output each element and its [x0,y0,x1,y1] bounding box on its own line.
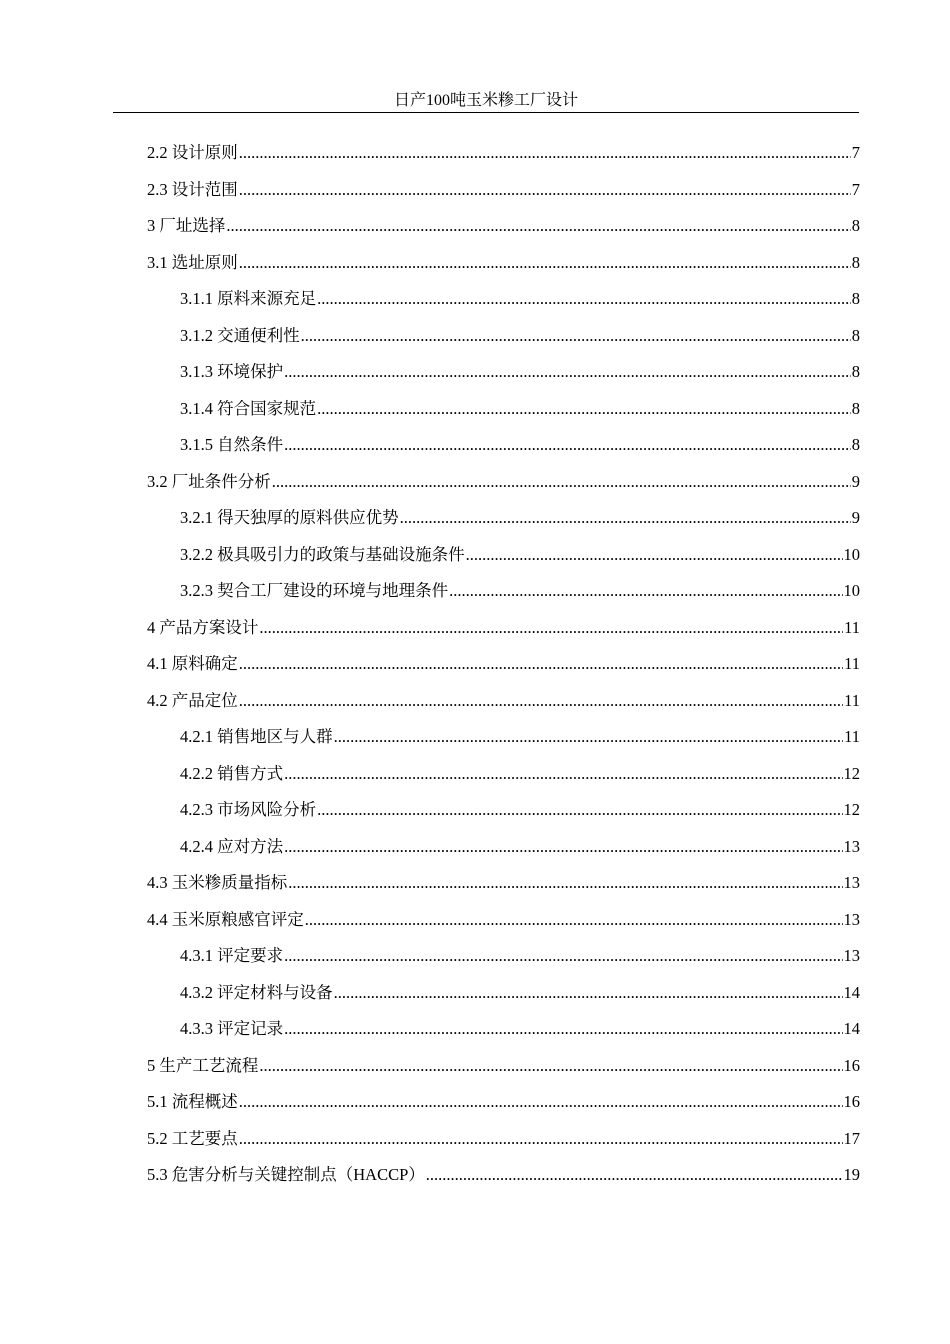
toc-entry-page-number: 7 [851,179,860,199]
toc-entry-page-number: 9 [851,471,860,491]
toc-entry-label: 3.1 选址原则 [147,252,238,272]
toc-entry-page-number: 8 [851,289,860,309]
toc-entry-label: 3.1.2 交通便利性 [180,325,300,345]
toc-dot-leader [284,946,842,966]
toc-entry-label: 4.3 玉米糁质量指标 [147,873,288,893]
toc-entry[interactable] [147,1121,860,1158]
toc-entry[interactable] [147,610,860,647]
toc-dot-leader [239,654,843,674]
toc-entry-page-number: 8 [851,398,860,418]
toc-entry-page-number: 13 [843,909,860,929]
toc-entry-page-number: 7 [851,143,860,163]
toc-entry-page-number: 8 [851,362,860,382]
toc-entry-label: 2.3 设计范围 [147,179,238,199]
toc-dot-leader [317,399,851,419]
toc-dot-leader [449,581,842,601]
toc-entry-label: 2.2 设计原则 [147,143,238,163]
toc-dot-leader [284,1019,842,1039]
toc-entry-page-number: 8 [851,216,860,236]
toc-entry-page-number: 12 [843,763,860,783]
toc-entry-page-number: 8 [851,252,860,272]
toc-entry-label: 5.3 危害分析与关键控制点（HACCP） [147,1165,425,1185]
toc-dot-leader [400,508,851,528]
toc-entry-label: 3.2.3 契合工厂建设的环境与地理条件 [180,581,449,601]
toc-dot-leader [259,618,843,638]
toc-dot-leader [259,1056,842,1076]
toc-entry-label: 4.4 玉米原粮感官评定 [147,909,304,929]
toc-entry-label: 5.1 流程概述 [147,1092,238,1112]
toc-entry-label: 3.1.4 符合国家规范 [180,398,317,418]
toc-entry-page-number: 17 [843,1128,860,1148]
toc-entry-page-number: 13 [843,873,860,893]
toc-entry[interactable] [147,719,860,756]
toc-dot-leader [284,435,851,455]
toc-entry[interactable] [147,391,860,428]
toc-entry[interactable] [147,537,860,574]
toc-entry[interactable] [147,1157,860,1194]
toc-dot-leader [284,764,842,784]
toc-entry-label: 3.2.1 得天独厚的原料供应优势 [180,508,399,528]
toc-entry-page-number: 9 [851,508,860,528]
toc-entry-label: 3 厂址选择 [147,216,226,236]
toc-entry[interactable] [147,902,860,939]
toc-entry-page-number: 8 [851,325,860,345]
toc-dot-leader [272,472,851,492]
toc-entry[interactable] [147,318,860,355]
toc-dot-leader [239,143,851,163]
toc-entry-page-number: 19 [843,1165,860,1185]
toc-entry-page-number: 12 [843,800,860,820]
toc-entry-page-number: 16 [843,1092,860,1112]
page-header [113,90,859,113]
toc-dot-leader [426,1165,843,1185]
toc-entry-label: 3.2.2 极具吸引力的政策与基础设施条件 [180,544,465,564]
toc-entry[interactable] [147,1048,860,1085]
toc-entry-label: 4.3.3 评定记录 [180,1019,284,1039]
toc-entry-label: 3.2 厂址条件分析 [147,471,271,491]
toc-entry-page-number: 13 [843,836,860,856]
toc-entry-page-number: 11 [844,617,860,637]
toc-dot-leader [239,691,843,711]
toc-entry[interactable] [147,756,860,793]
toc-entry-label: 4.2.1 销售地区与人群 [180,727,333,747]
toc-dot-leader [288,873,842,893]
toc-dot-leader [226,216,850,236]
toc-entry[interactable] [147,865,860,902]
toc-dot-leader [305,910,843,930]
toc-entry-label: 4.2 产品定位 [147,690,238,710]
toc-dot-leader [239,253,851,273]
toc-entry-label: 4 产品方案设计 [147,617,259,637]
toc-dot-leader [284,837,842,857]
toc-entry-label: 4.3.2 评定材料与设备 [180,982,333,1002]
toc-entry-page-number: 10 [843,544,860,564]
toc-entry-page-number: 13 [843,946,860,966]
header-title: 日产100吨玉米糁工厂设计 [393,92,578,109]
toc-dot-leader [466,545,843,565]
toc-entry-page-number: 10 [843,581,860,601]
toc-entry[interactable] [147,1011,860,1048]
toc-dot-leader [334,983,843,1003]
toc-dot-leader [301,326,851,346]
toc-entry-page-number: 14 [843,1019,860,1039]
table-of-contents [147,135,860,1194]
toc-entry-label: 4.3.1 评定要求 [180,946,284,966]
toc-entry-page-number: 11 [844,690,860,710]
toc-entry-label: 3.1.3 环境保护 [180,362,284,382]
toc-entry[interactable] [147,1084,860,1121]
toc-dot-leader [334,727,843,747]
toc-entry[interactable] [147,573,860,610]
toc-dot-leader [239,1092,843,1112]
toc-entry[interactable] [147,646,860,683]
toc-entry-label: 3.1.5 自然条件 [180,435,284,455]
toc-entry[interactable] [147,427,860,464]
toc-entry-page-number: 8 [851,435,860,455]
toc-entry[interactable] [147,829,860,866]
toc-entry-label: 4.2.2 销售方式 [180,763,284,783]
toc-dot-leader [239,180,851,200]
toc-entry-label: 4.2.4 应对方法 [180,836,284,856]
toc-dot-leader [317,800,842,820]
toc-dot-leader [317,289,851,309]
toc-dot-leader [284,362,851,382]
toc-entry-label: 5 生产工艺流程 [147,1055,259,1075]
toc-entry-page-number: 16 [843,1055,860,1075]
toc-entry[interactable] [147,975,860,1012]
toc-entry[interactable] [147,135,860,172]
toc-entry[interactable] [147,683,860,720]
toc-entry-label: 3.1.1 原料来源充足 [180,289,317,309]
toc-entry[interactable] [147,208,860,245]
toc-entry[interactable] [147,245,860,282]
toc-entry-page-number: 11 [844,727,860,747]
toc-dot-leader [239,1129,843,1149]
toc-entry[interactable] [147,938,860,975]
toc-entry[interactable] [147,354,860,391]
toc-entry[interactable] [147,172,860,209]
toc-entry-label: 4.2.3 市场风险分析 [180,800,317,820]
toc-entry[interactable] [147,500,860,537]
toc-entry[interactable] [147,792,860,829]
toc-entry[interactable] [147,464,860,501]
toc-entry-page-number: 14 [843,982,860,1002]
toc-entry-page-number: 11 [844,654,860,674]
toc-entry-label: 4.1 原料确定 [147,654,238,674]
toc-entry[interactable] [147,281,860,318]
toc-entry-label: 5.2 工艺要点 [147,1128,238,1148]
